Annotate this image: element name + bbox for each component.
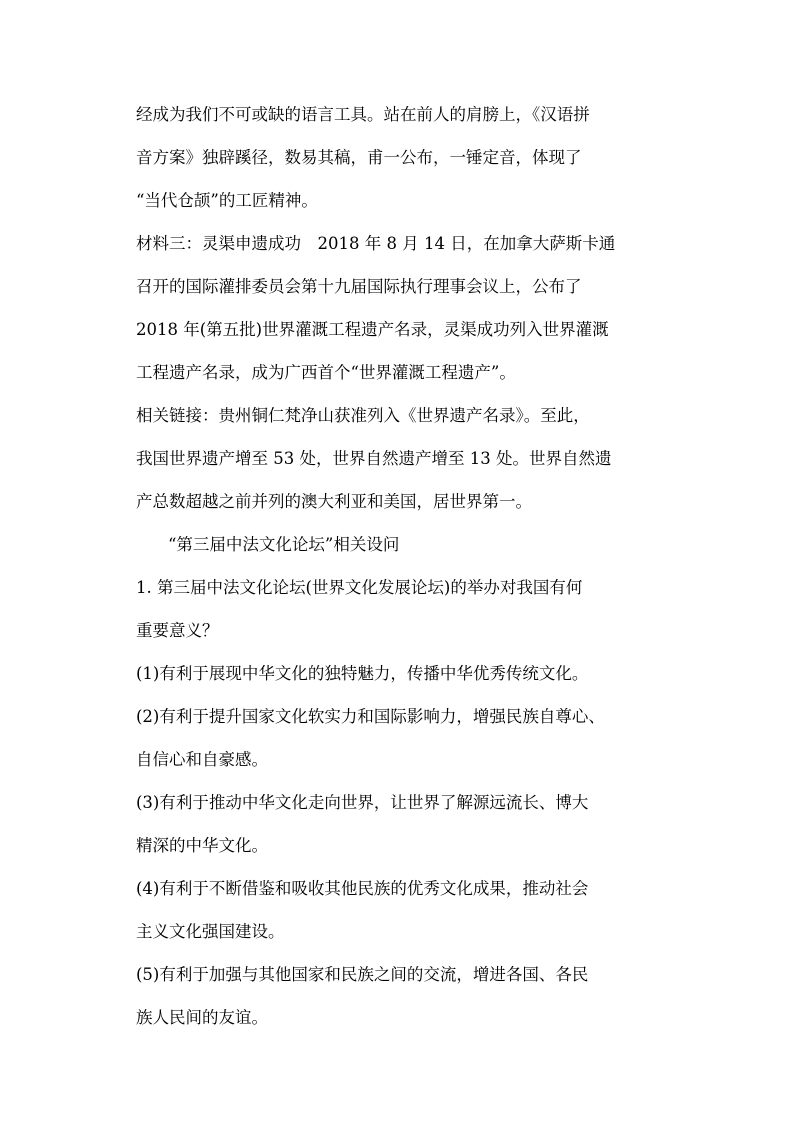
answer-item: 族人民间的友谊。 xyxy=(136,1008,268,1027)
related-link-line: 相关链接：贵州铜仁梵净山获准列入《世界遗产名录》。至此， xyxy=(136,406,590,425)
answer-item: 自信心和自豪感。 xyxy=(136,750,268,769)
answer-item: (2)有利于提升国家文化软实力和国际影响力，增强民族自尊心、 xyxy=(136,707,605,726)
material-three-heading-line: 材料三：灵渠申遗成功 2018 年 8 月 14 日，在加拿大萨斯卡通 xyxy=(136,234,616,253)
text-line: 音方案》独辟蹊径，数易其稿，甫一公布，一锤定音，体现了 xyxy=(136,148,582,167)
answer-item: (3)有利于推动中华文化走向世界，让世界了解源远流长、博大 xyxy=(136,793,589,812)
answer-item: 主义文化强国建设。 xyxy=(136,922,285,941)
question-line: 重要意义？ xyxy=(136,621,219,640)
text-line: 召开的国际灌排委员会第十九届国际执行理事会议上，公布了 xyxy=(136,277,582,296)
answer-item: 精深的中华文化。 xyxy=(136,836,268,855)
question-line: 1. 第三届中法文化论坛(世界文化发展论坛)的举办对我国有何 xyxy=(136,578,583,597)
answer-item: (1)有利于展现中华文化的独特魅力，传播中华优秀传统文化。 xyxy=(136,664,589,683)
text-line: 我国世界遗产增至 53 处，世界自然遗产增至 13 处。世界自然遗 xyxy=(136,449,612,468)
text-line: 工程遗产名录，成为广西首个“世界灌溉工程遗产”。 xyxy=(136,363,516,382)
section-heading: “第三届中法文化论坛”相关设问 xyxy=(168,535,400,554)
answer-item: (5)有利于加强与其他国家和民族之间的交流，增进各国、各民 xyxy=(136,965,589,984)
text-line: 经成为我们不可或缺的语言工具。站在前人的肩膀上，《汉语拼 xyxy=(136,105,590,124)
text-line: “当代仓颉”的工匠精神。 xyxy=(136,191,318,210)
text-line: 产总数超越之前并列的澳大利亚和美国，居世界第一。 xyxy=(136,492,532,511)
answer-item: (4)有利于不断借鉴和吸收其他民族的优秀文化成果，推动社会 xyxy=(136,879,589,898)
text-line: 2018 年(第五批)世界灌溉工程遗产名录，灵渠成功列入世界灌溉 xyxy=(136,320,609,339)
